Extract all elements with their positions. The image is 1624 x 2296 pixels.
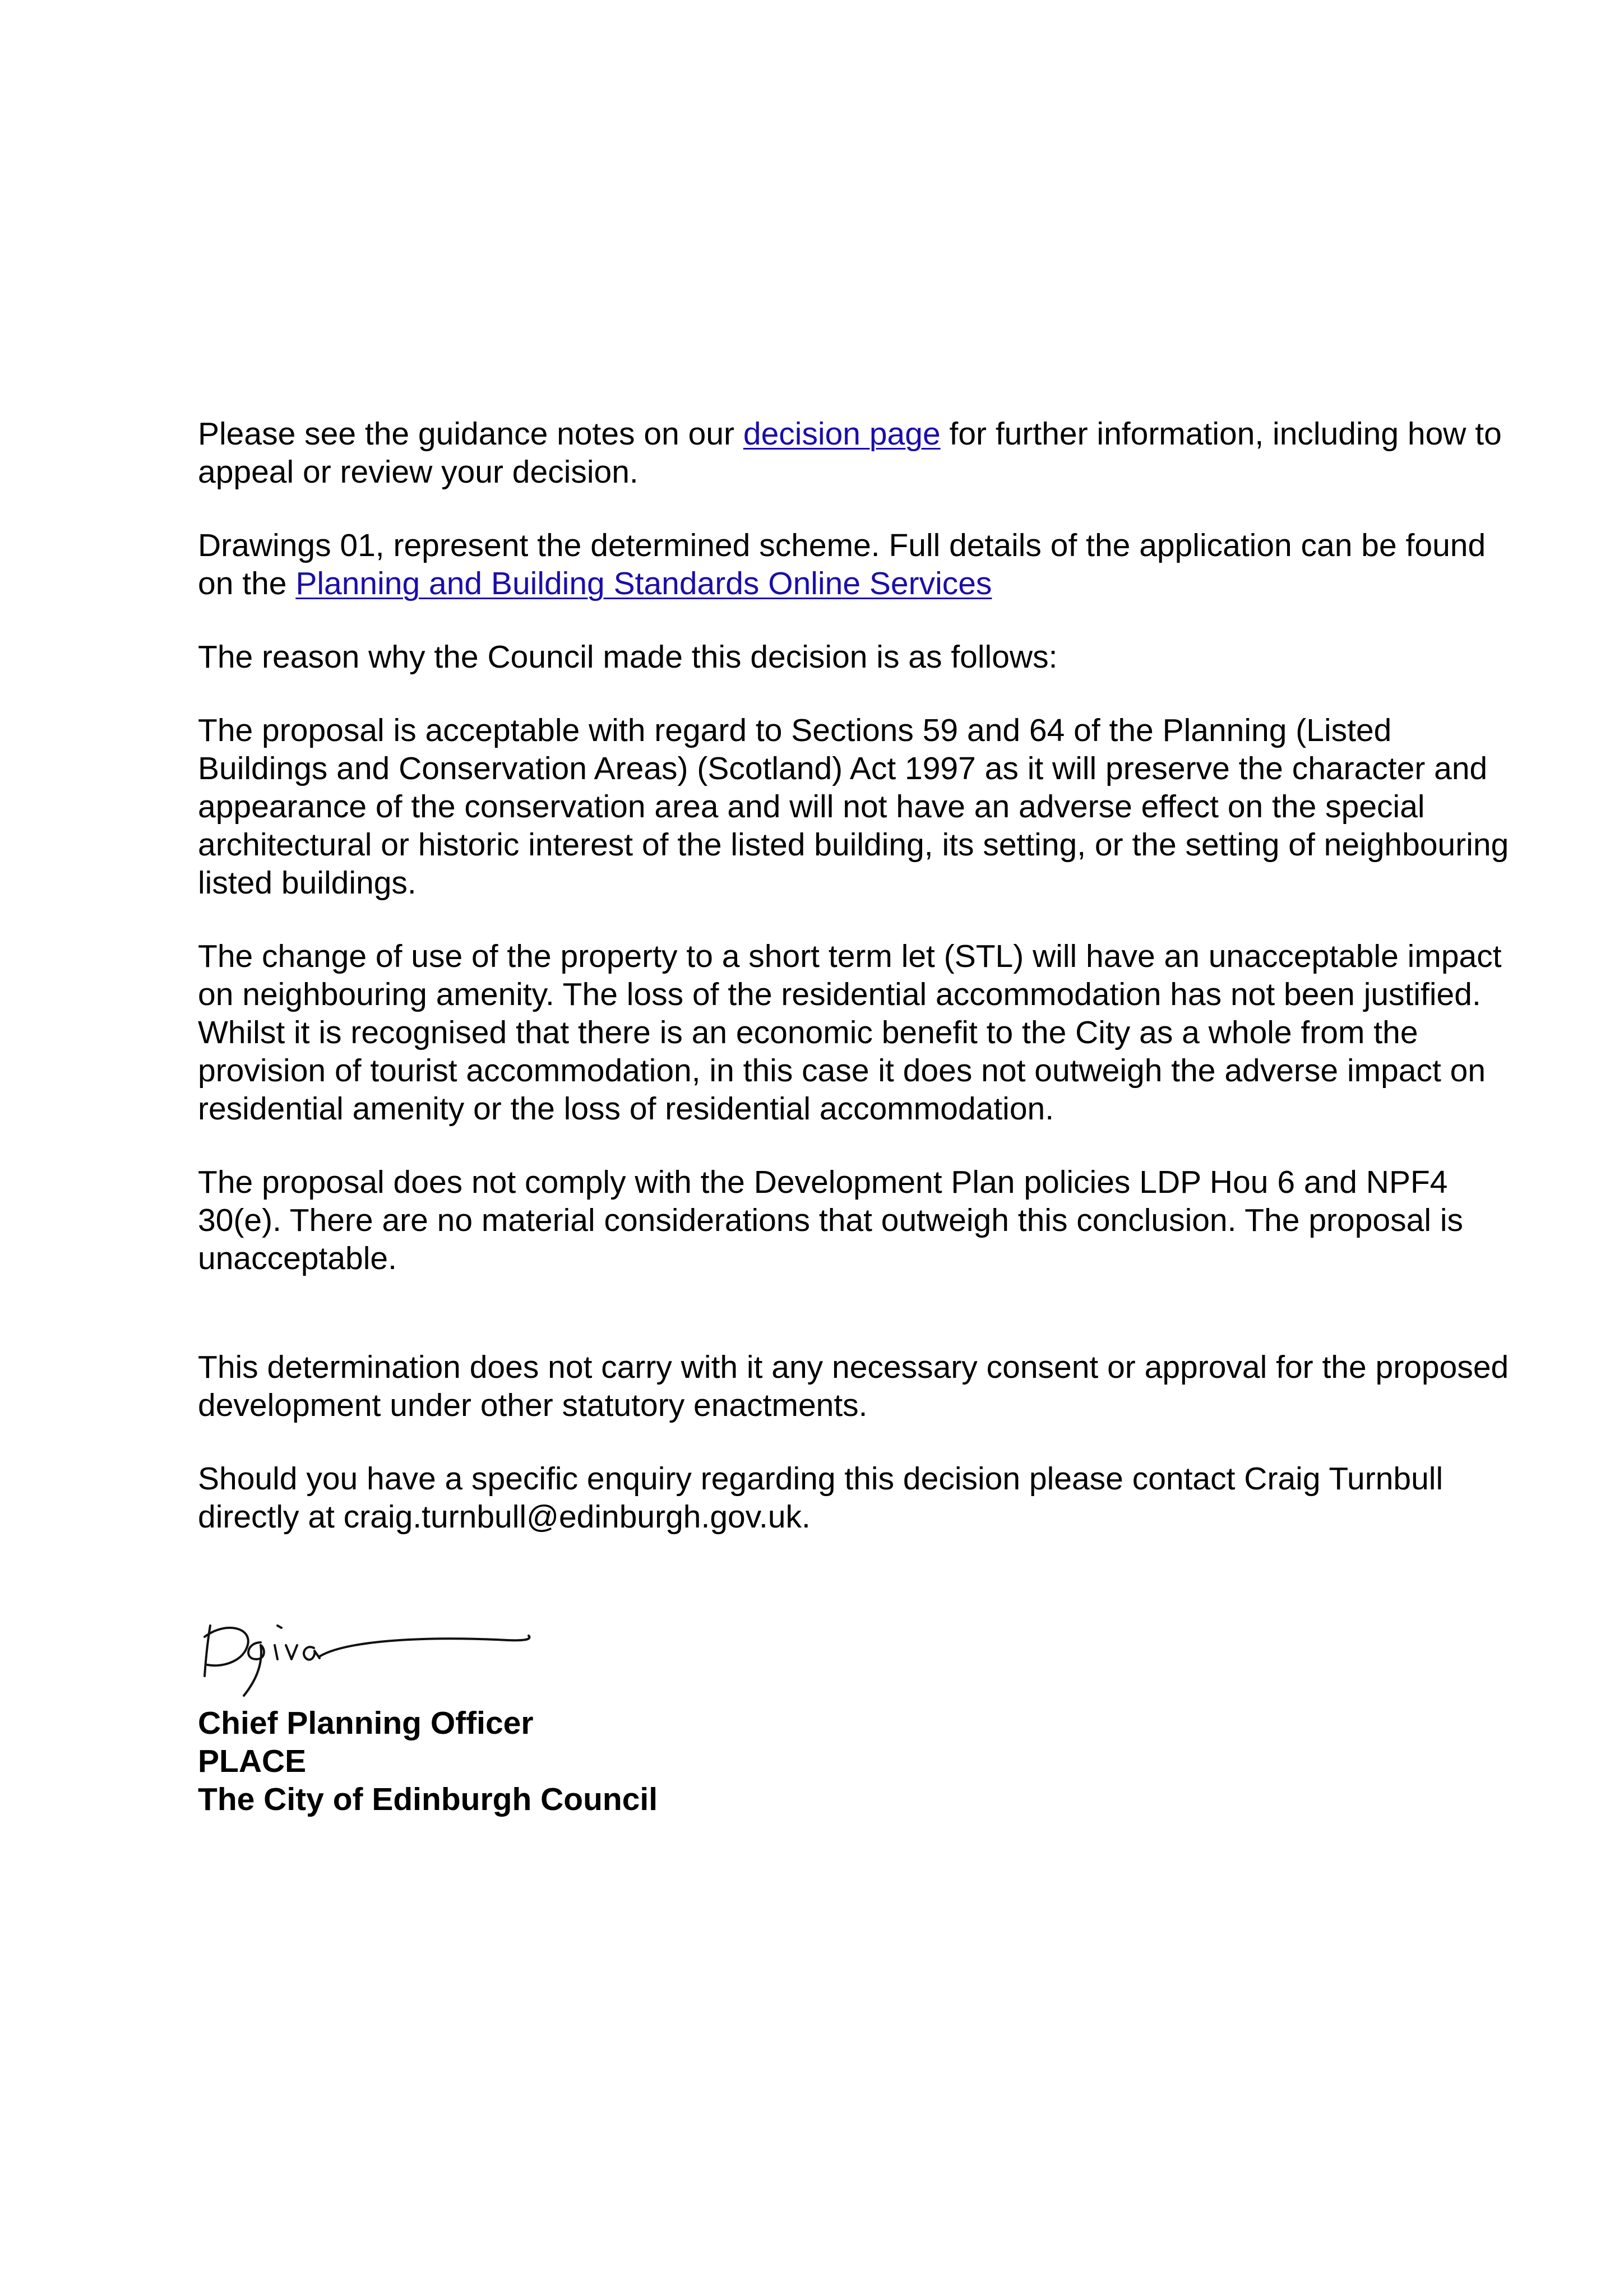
- reason-short-term-let: The change of use of the property to a short term let (STL) will have an unacceptable impact on neighbouring amenity. The loss of the residential accommodation has not been justified. Whilst it is recognised that there is an economic benefit to the City as a whole from the provision of tourist accommodation, in this case it does not outweigh the adverse impact on residential amenity or the loss of residential accommodation.: [198, 938, 1502, 1127]
- reason-listed-buildings: The proposal is acceptable with regard to Sections 59 and 64 of the Planning (Listed Buildings and Conservation Areas) (Scotland) Act 1997 as it will preserve the character and appearance of the conservation area and will not have an adverse effect on the special architectural or historic interest of the listed building, its setting, or the setting of neighbouring listed buildings.: [198, 712, 1509, 901]
- guidance-paragraph: [198, 415, 1510, 491]
- drawings-text: Drawings 01, represent the determined scheme. Full details of the application can be found on the: [198, 527, 1486, 601]
- reason-policy-compliance: The proposal does not comply with the Development Plan policies LDP Hou 6 and NPF4 30(e). There are no material considerations that outweigh this conclusion. The proposal is unacceptable.: [198, 1164, 1463, 1276]
- reason-intro: The reason why the Council made this decision is as follows:: [198, 639, 1058, 675]
- signature-block: [198, 1704, 658, 1818]
- signatory-title: Chief Planning Officer: [198, 1705, 534, 1741]
- council-name: The City of Edinburgh Council: [198, 1781, 658, 1817]
- enquiry-contact: Should you have a specific enquiry regarding this decision please contact Craig Turnbull directly at craig.turnbull@edinburgh.gov.uk.: [198, 1461, 1443, 1535]
- determination-note: This determination does not carry with it any necessary consent or approval for the proposed development under other statutory enactments.: [198, 1349, 1509, 1423]
- drawings-paragraph: [198, 526, 1510, 603]
- letter-body: [198, 415, 1510, 1571]
- handwritten-signature: [193, 1603, 552, 1715]
- department-name: PLACE: [198, 1743, 307, 1779]
- decision-page-link[interactable]: decision page: [743, 416, 941, 452]
- online-services-link[interactable]: Planning and Building Standards Online Services: [295, 566, 992, 601]
- guidance-text-after: for further information, including how to appeal or review your decision.: [198, 416, 1502, 490]
- guidance-text-before: Please see the guidance notes on our: [198, 416, 743, 452]
